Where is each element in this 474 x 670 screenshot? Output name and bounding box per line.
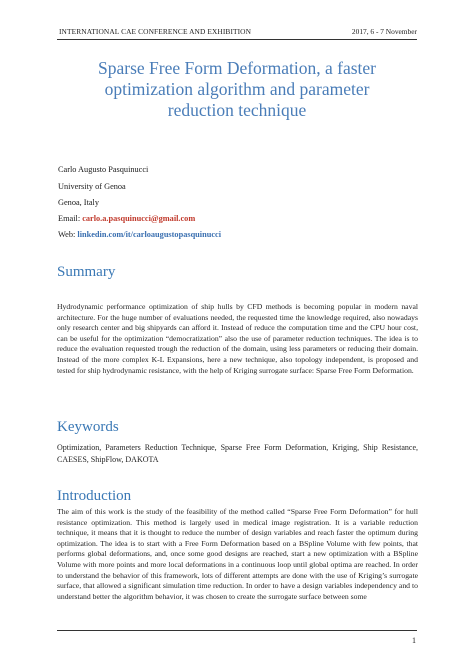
running-header [57, 27, 417, 39]
title-line: optimization algorithm and parameter [104, 79, 370, 99]
author-name: Carlo Augusto Pasquinucci [58, 165, 149, 174]
web-label: Web: [58, 230, 78, 239]
introduction-text: The aim of this work is the study of the feasibility of the method called “Sparse Free Form Deformation” for hull resistance optimization. This method is largely used in medical image registration. It is a variable reduction technique, it means that it is thought to reduce the number of design variables and reach faster the optimum during optimization. The idea is to start with a Free Form Deformation based on a BSpline Volume with few points, that performs global deformations, and, once some good designs are reached, start a new optimization with a BSpline Volume with more points and more local deformations in a continuous loop until global optima are reached. In order to understand the behavior of this framework, lots of different attempts are done with the use of Kriging’s surrogate surface, that allowed a significant simulation time reduction. In order to have a design variables independency and to understand better the algorithm behavior, it was chosen to create the surrogate surface between some [57, 507, 418, 601]
keywords-heading: Keywords [57, 419, 119, 435]
conference-date: 2017, 6 - 7 November [351, 27, 417, 36]
email-link[interactable]: carlo.a.pasquinucci@gmail.com [82, 214, 196, 223]
title-line: Sparse Free Form Deformation, a faster [98, 58, 376, 78]
header-rule [57, 39, 417, 40]
author-affiliation: University of Genoa [58, 182, 126, 191]
introduction-heading: Introduction [57, 488, 132, 504]
summary-text: Hydrodynamic performance optimization of ship hulls by CFD methods is becoming popular in modern naval architecture. For the huge number of evaluations needed, the requested time the knowledge required, also nowadays only research center and big shipyards can afford it. Instead of reduce the computation time and the CPU hour cost, can be useful for the optimization “democratization” also the use of parameter reduction techniques. The idea is to reduce the evaluation requested trough the reduction of the domain, using less parameters or reducing their domain. Instead of the more complex K-L Expansions, here a new technique, also topology independent, is proposed and tested for ship hydrodynamic resistance, with the help of Kriging surrogate surface: Sparse Free Form Deformation. [57, 302, 418, 375]
title-line: reduction technique [167, 100, 307, 120]
paper-title [57, 58, 417, 121]
summary-heading: Summary [57, 264, 116, 280]
page-number: 1 [412, 636, 416, 645]
keywords-text: Optimization, Parameters Reduction Technique, Sparse Free Form Deformation, Kriging, Ship Resistance, CAESES, ShipFlow, DAKOTA [57, 443, 418, 464]
footer-rule [57, 630, 417, 631]
author-web-line [58, 230, 221, 240]
web-link[interactable]: linkedin.com/it/carloaugustopasquinucci [77, 230, 221, 239]
conference-name: INTERNATIONAL CAE CONFERENCE AND EXHIBITION [59, 27, 252, 36]
email-label: Email: [58, 214, 83, 223]
author-location: Genoa, Italy [58, 198, 100, 207]
author-email-line [58, 214, 195, 224]
